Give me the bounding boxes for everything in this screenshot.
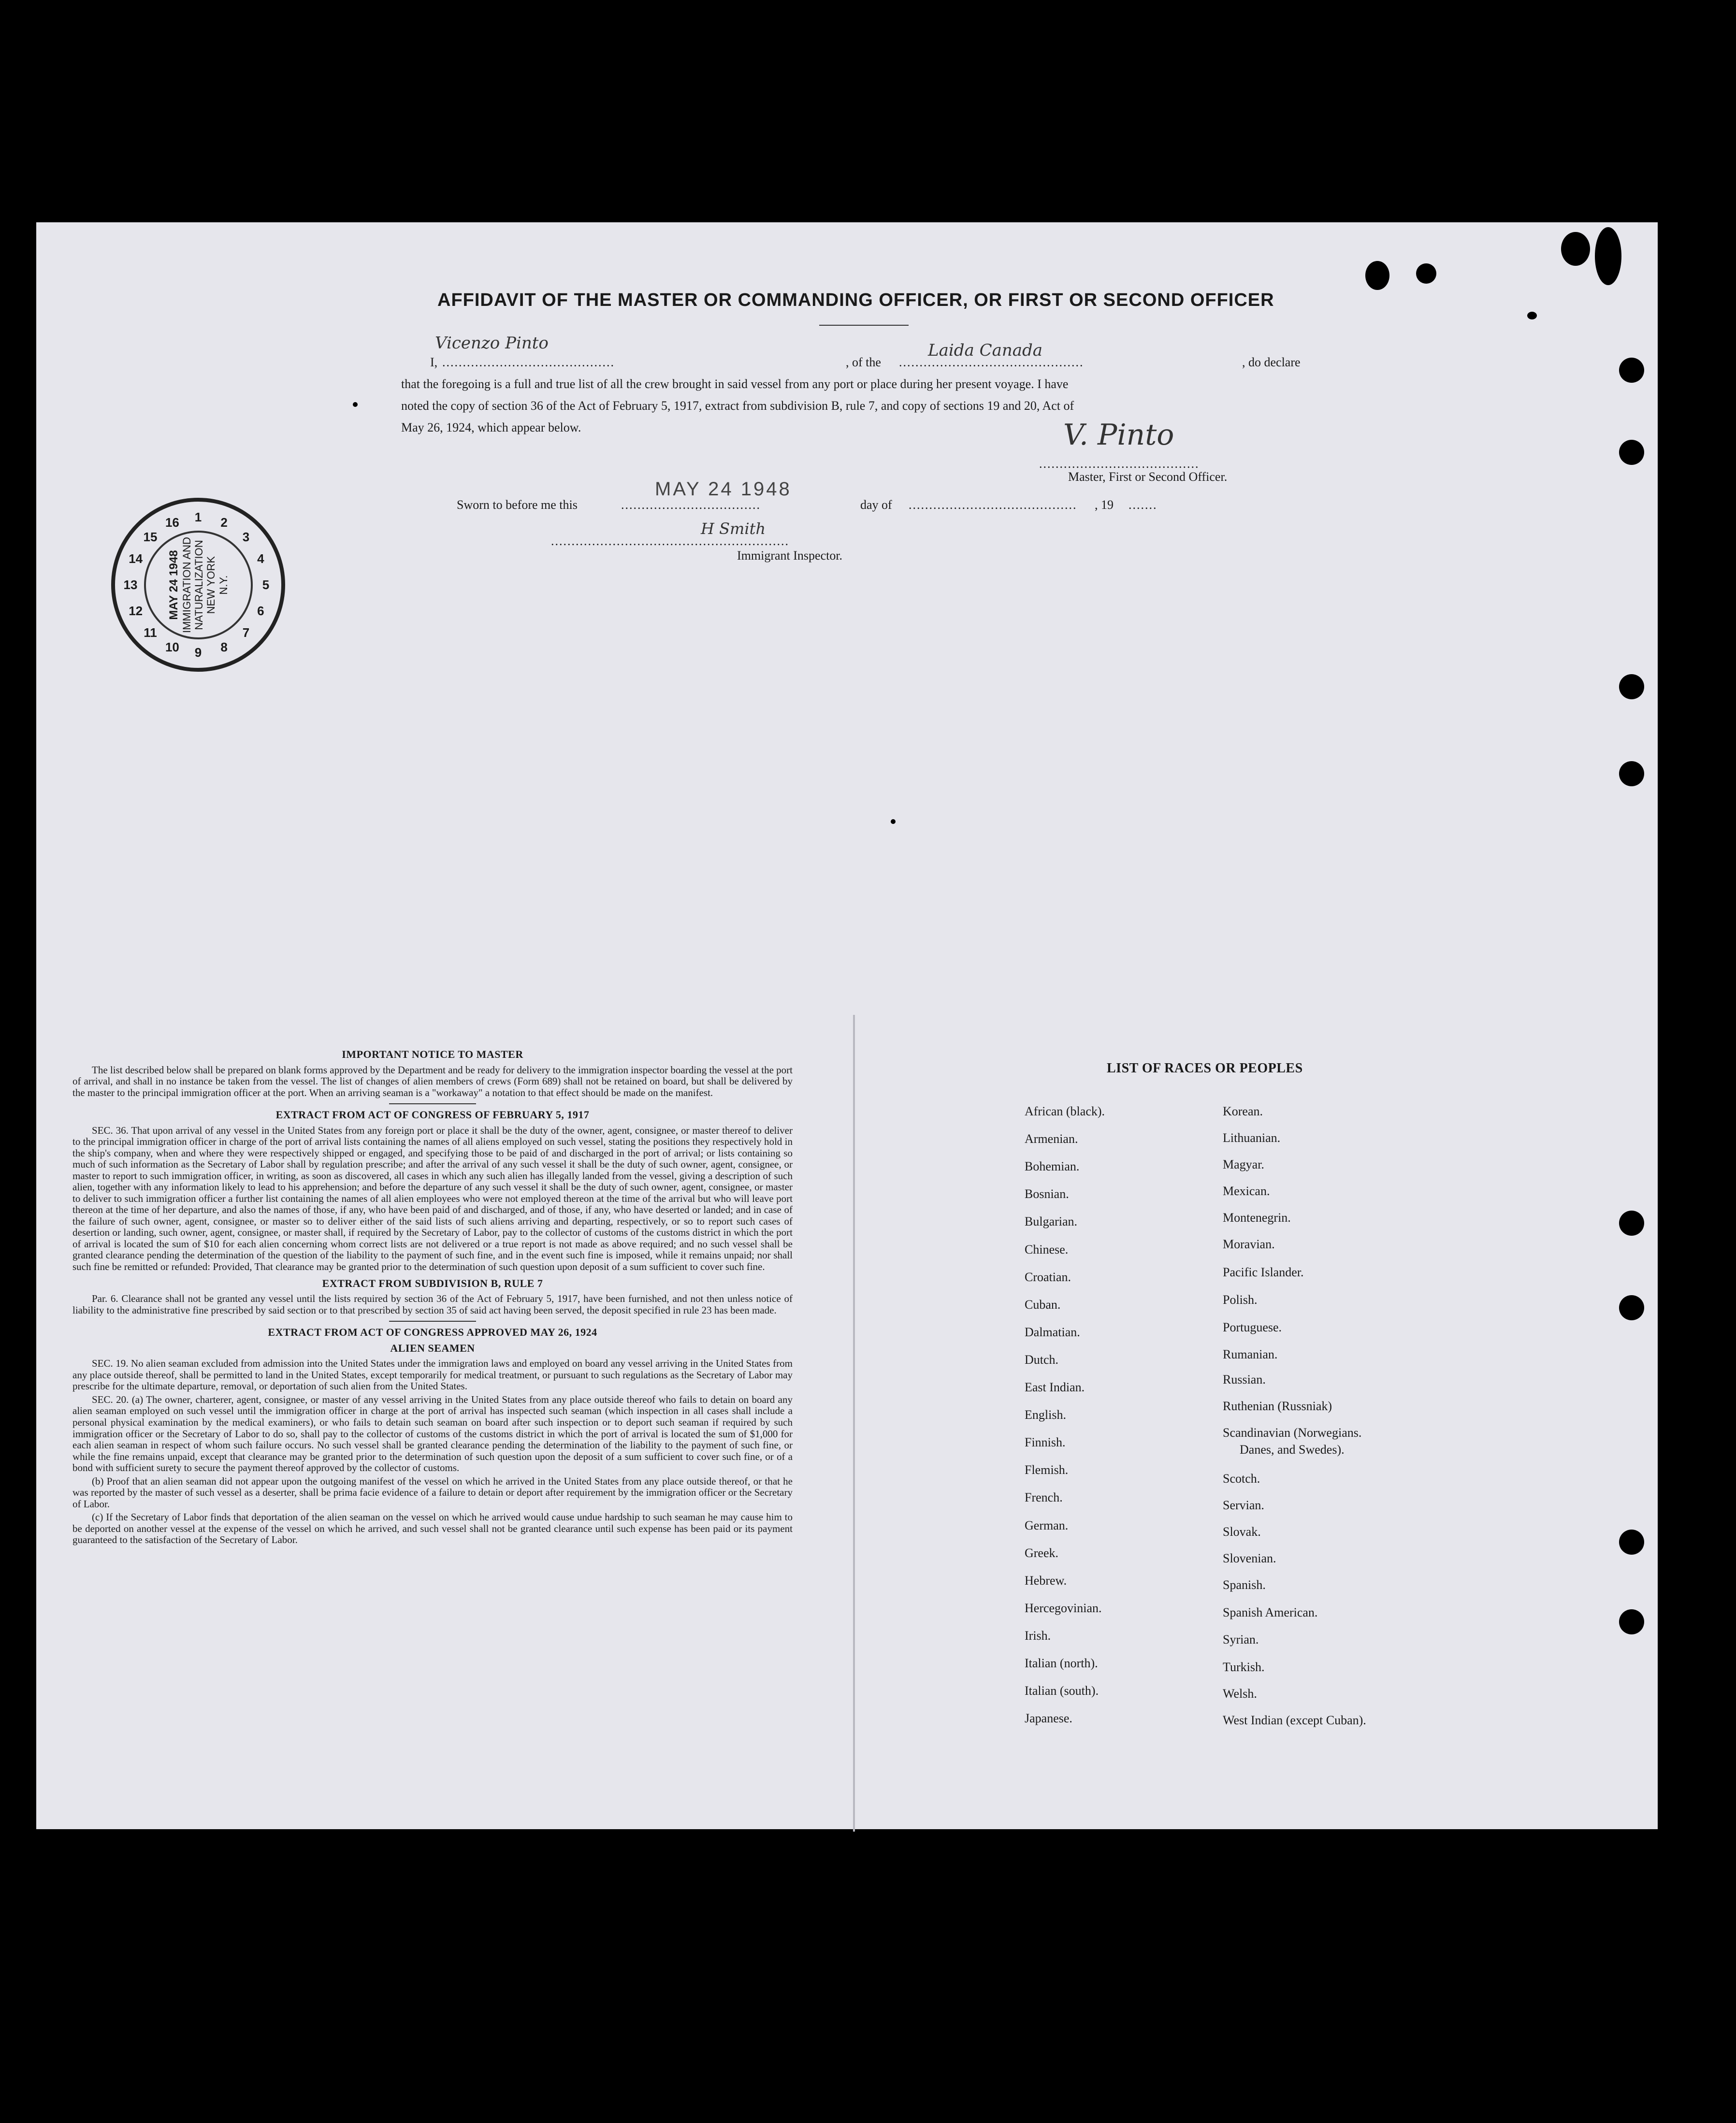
race-item: Bosnian.: [1025, 1187, 1069, 1201]
master-label: Master, First or Second Officer.: [1068, 470, 1228, 484]
ink-blot: [1595, 227, 1621, 285]
seal-line: N.Y.: [217, 575, 230, 595]
race-item: Spanish American.: [1223, 1605, 1318, 1619]
seal-ring-number: 3: [242, 530, 250, 544]
vessel-dots: .............................................: [899, 355, 1084, 369]
race-item: Scandinavian (Norwegians.: [1223, 1426, 1362, 1440]
race-item: Italian (north).: [1025, 1656, 1098, 1670]
separator: [389, 1321, 476, 1322]
of-the-label: , of the: [846, 355, 881, 369]
ink-blot: [1527, 312, 1537, 319]
extract-1917-heading: EXTRACT FROM ACT OF CONGRESS OF FEBRUARY 5, 1917: [275, 1109, 590, 1121]
race-item: East Indian.: [1025, 1380, 1085, 1394]
day-dots: .........................................: [909, 498, 1077, 512]
inspector-label: Immigrant Inspector.: [737, 549, 843, 563]
separator: [389, 1103, 476, 1104]
seal-ring-number: 9: [194, 645, 202, 660]
seal-date: MAY 24 1948: [167, 550, 181, 620]
seal-ring-number: 8: [220, 640, 228, 655]
race-item: Ruthenian (Russniak): [1223, 1399, 1332, 1413]
section-36-text: SEC. 36. That upon arrival of any vessel in the United States from any foreign port or place it shall be the duty of the owner, agent, consignee, or master thereof to deliver to the principal immigration officer in charge of the port of arrival lists containing the names of all aliens employed on such vessel, stating the positions they respectively hold in the ship's company, when and where they were respectively shipped or engaged, and specifying those to be paid of and discharged in the port of arrival; or lists containing so much of such information as the Secretary of Labor shall by regulation prescribe; and after the arrival of any such vessel it shall be the duty of such owner, agent, consignee, or master to report to such immigration officer, in writing, as soon as discovered, all cases in which any such alien has illegally landed from the vessel, giving a description of such alien, together with any information likely to lead to his apprehension; and before the departure of any such vessel it shall be the duty of such owner, agent, consignee, or master to deliver to such immigration officer a further list containing the names of all alien employees who were not employed thereon at the time of the arrival but who will leave port thereon at the time of her departure, and also the names of those, if any, who have been paid of and discharged, and of those, if any, who have deserted or landed; and in case of the failure of such owner, agent, consignee, or master so to deliver either of the said lists of such aliens arriving and departing, respectively, or so to report such cases of desertion or landing, such owner, agent, consignee, or master shall, if required by the Secretary of Labor, pay to the collector of customs of the customs district in which the port of arrival is located the sum of $10 for each alien concerning whom correct lists are not delivered or a true report is not made as above required; and no such vessel shall be granted clearance pending the determination of the question of the liability to the payment of such fine, and in the event such fine is imposed, while it remains unpaid; nor shall such fine be remitted or refunded: Provided, That clearance may be granted prior to the determination of such question upon deposit of a sum sufficient to cover such fine.: [72, 1124, 793, 1272]
punch-hole: [1619, 1609, 1644, 1634]
affidavit-title: AFFIDAVIT OF THE MASTER OR COMMANDING OFFICER, OR FIRST OR SECOND OFFICER: [437, 290, 1274, 310]
declaration-i: I,: [430, 355, 438, 369]
seal-ring-number: 10: [165, 640, 179, 655]
page-fold: [853, 1015, 855, 1832]
race-item: Bohemian.: [1025, 1159, 1080, 1174]
race-item: Flemish.: [1025, 1463, 1069, 1477]
race-item: Syrian.: [1223, 1632, 1259, 1646]
race-item: African (black).: [1025, 1104, 1105, 1118]
extract-1924-heading: EXTRACT FROM ACT OF CONGRESS APPROVED MAY 26, 1924: [268, 1326, 597, 1339]
race-item: Scotch.: [1223, 1472, 1260, 1486]
declaration-line-2: that the foregoing is a full and true list of all the crew brought in said vessel from any port or place during her present voyage. I have: [401, 377, 1069, 391]
stamped-date: MAY 24 1948: [655, 478, 792, 500]
seal-ring-number: 13: [123, 578, 138, 592]
master-signature-dots: .......................................: [1039, 457, 1200, 471]
section-20b-text: (b) Proof that an alien seaman did not appear upon the outgoing manifest of the vessel on which he arrived in the United States from any place outside thereof, or that he was reported by the master of such vessel as a deserter, shall be prima facie evidence of a failure to detain or deport after requirement by the immigration officer or the Secretary of Labor.: [72, 1475, 793, 1510]
do-declare-label: , do declare: [1242, 355, 1301, 369]
race-item: English.: [1025, 1408, 1066, 1422]
seal-ring-number: 11: [144, 625, 157, 640]
race-item: Spanish.: [1223, 1578, 1266, 1592]
inspector-dots: ..........................................................: [551, 534, 789, 548]
official-seal: [111, 498, 285, 672]
sworn-dots: ..................................: [621, 498, 761, 512]
seal-ring-number: 15: [143, 530, 158, 544]
race-item: German.: [1025, 1518, 1069, 1532]
punch-hole: [1619, 761, 1644, 786]
inspector-signature: H Smith: [701, 520, 766, 538]
seal-ring-number: 16: [165, 515, 179, 530]
paragraph-6-text: Par. 6. Clearance shall not be granted any vessel until the lists required by section 36 of the Act of February 5, 1917, have been furnished, and not then unless notice of liability to the administrative fine prescribed by said section or to that prescribed by section 35 of said act having been served, the deposit specified in rule 23 has been made.: [72, 1293, 793, 1316]
seal-line: IMMIGRATION AND: [180, 537, 193, 633]
sworn-label: Sworn to before me this: [457, 498, 578, 512]
declaration-line-3: noted the copy of section 36 of the Act of February 5, 1917, extract from subdivision B, rule 7, and copy of sections 19 and 20, Act of: [401, 399, 1074, 413]
year-label: , 19: [1095, 498, 1114, 512]
section-20c-text: (c) If the Secretary of Labor finds that deportation of the alien seaman on the vessel on which he arrived would cause undue hardship to such seaman he may cause him to be deported on another vessel at the expense of the vessel on which he arrived, and such vessel shall not be granted clearance until such expense has been paid or its payment guaranteed to the satisfaction of the Secretary of Labor.: [72, 1511, 793, 1546]
races-title: LIST OF RACES OR PEOPLES: [1107, 1061, 1303, 1076]
year-dots: .......: [1128, 498, 1157, 512]
race-item: Hercegovinian.: [1025, 1601, 1102, 1615]
seal-center: [144, 531, 253, 639]
document-page: [36, 222, 1658, 1829]
race-item: Russian.: [1223, 1372, 1266, 1386]
section-19-text: SEC. 19. No alien seaman excluded from admission into the United States under the immigration laws and employed on board any vessel arriving in the United States from any place outside thereof, shall be permitted to land in the United States, except temporarily for medical treatment, or pursuant to such regulations as the Secretary of Labor may prescribe for the ultimate departure, removal, or deportation of such alien from the United States.: [72, 1358, 793, 1392]
seal-ring-number: 5: [262, 578, 270, 592]
ink-blot: [1365, 261, 1389, 290]
notice-title: IMPORTANT NOTICE TO MASTER: [342, 1048, 523, 1060]
handwritten-officer-name: Vicenzo Pinto: [435, 333, 549, 353]
race-item: French.: [1025, 1490, 1063, 1505]
race-item: Italian (south).: [1025, 1684, 1099, 1698]
declaration-line-4: May 26, 1924, which appear below.: [401, 420, 581, 434]
race-item: Croatian.: [1025, 1270, 1071, 1284]
race-item: Magyar.: [1223, 1157, 1264, 1171]
ink-dot: [891, 819, 896, 824]
race-item: West Indian (except Cuban).: [1223, 1713, 1366, 1727]
race-item: Lithuanian.: [1223, 1131, 1281, 1145]
extract-rule7-heading: EXTRACT FROM SUBDIVISION B, RULE 7: [322, 1277, 543, 1289]
handwritten-vessel-name: Laida Canada: [928, 341, 1043, 360]
race-item: Finnish.: [1025, 1435, 1066, 1450]
day-of-label: day of: [860, 498, 892, 512]
punch-hole: [1619, 1530, 1644, 1555]
race-item: Slovak.: [1223, 1525, 1261, 1539]
race-item: Slovenian.: [1223, 1551, 1276, 1565]
race-item: Japanese.: [1025, 1711, 1072, 1726]
race-item: Moravian.: [1223, 1237, 1275, 1251]
race-item: Welsh.: [1223, 1687, 1257, 1701]
important-notice: [72, 1044, 793, 1548]
title-rule: [819, 325, 909, 326]
race-item: Rumanian.: [1223, 1347, 1278, 1361]
ink-blot: [1416, 263, 1436, 284]
seal-line: NATURALIZATION: [193, 540, 205, 630]
race-item: Korean.: [1223, 1104, 1263, 1118]
seal-line: NEW YORK: [205, 556, 217, 614]
race-item: Montenegrin.: [1223, 1211, 1291, 1225]
race-item: Servian.: [1223, 1498, 1264, 1512]
race-item: Dutch.: [1025, 1352, 1059, 1367]
race-item: Dalmatian.: [1025, 1325, 1080, 1339]
seal-ring-number: 1: [194, 510, 202, 524]
race-item: Danes, and Swedes).: [1240, 1443, 1345, 1457]
race-item: Mexican.: [1223, 1184, 1270, 1198]
race-item: Chinese.: [1025, 1242, 1069, 1256]
race-item: Turkish.: [1223, 1660, 1265, 1674]
section-20a-text: SEC. 20. (a) The owner, charterer, agent, consignee, or master of any vessel arriving in the United States from any place outside thereof who fails to detain on board any alien seaman employed on such vessel until the immigration officer in charge at the port of arrival has inspected such seaman (which inspection in all cases shall include a personal physical examination by the medical examiners), or who fails to detain such seaman on board after such inspection or to deport such seaman if required by such immigration officer or the Secretary of Labor to do so, shall pay to the collector of customs of the customs district in which the port of arrival is located the sum of $1,000 for each alien seaman in respect of whom such failure occurs. No such vessel shall be granted clearance pending the determination of the liability to the payment of such fine, or while the fine remains unpaid, except that clearance may be granted prior to the determination of such question upon the deposit of a sum sufficient to cover such fine, or of a bond with sufficient surety to secure the payment thereof approved by the collector of customs.: [72, 1393, 793, 1474]
punch-hole: [1619, 440, 1644, 465]
notice-intro: The list described below shall be prepared on blank forms approved by the Department and be ready for delivery to the immigration inspector boarding the vessel at the port of arrival, and shall in no instance be taken from the vessel. The list of changes of alien members of crews (Form 689) shall not be retained on board, but shall be delivered by the master to the principal immigration officer at the port. When an arriving seaman is a "workaway" a notation to that effect should be made on the manifest.: [72, 1064, 793, 1098]
seal-ring-number: 4: [257, 551, 264, 566]
alien-seamen-heading: ALIEN SEAMEN: [390, 1342, 475, 1354]
name-dots: ..........................................: [442, 355, 615, 369]
punch-hole: [1619, 1211, 1644, 1236]
race-item: Hebrew.: [1025, 1573, 1067, 1588]
ink-blot: [1561, 232, 1590, 266]
punch-hole: [1619, 1295, 1644, 1320]
seal-ring-number: 12: [129, 603, 143, 618]
ink-dot: [353, 402, 358, 407]
race-item: Polish.: [1223, 1293, 1258, 1307]
race-item: Bulgarian.: [1025, 1214, 1078, 1229]
master-signature: V. Pinto: [1063, 418, 1174, 452]
race-item: Armenian.: [1025, 1132, 1078, 1146]
race-item: Irish.: [1025, 1628, 1051, 1643]
seal-ring-number: 2: [220, 515, 228, 530]
race-item: Portuguese.: [1223, 1320, 1282, 1334]
seal-ring-number: 14: [129, 551, 143, 566]
punch-hole: [1619, 674, 1644, 699]
race-item: Greek.: [1025, 1545, 1059, 1560]
race-item: Pacific Islander.: [1223, 1265, 1304, 1279]
seal-ring-number: 6: [257, 603, 264, 618]
seal-ring-number: 7: [242, 625, 250, 640]
punch-hole: [1619, 358, 1644, 383]
race-item: Cuban.: [1025, 1297, 1061, 1312]
